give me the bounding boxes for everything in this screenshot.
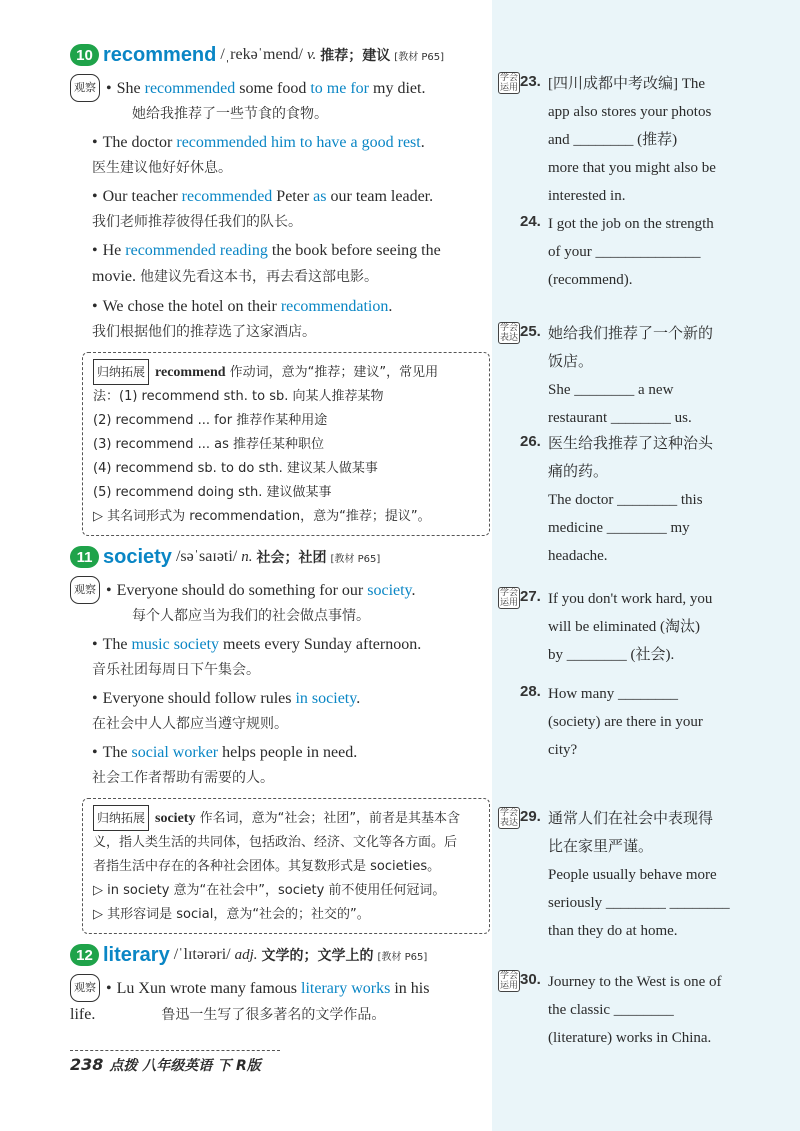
example-english: [92, 238, 490, 264]
summary-note: [82, 798, 490, 934]
example-text: helps people in need.: [218, 744, 358, 761]
exercise-text: [548, 585, 758, 669]
exercise-line: will be eliminated (淘汰): [548, 619, 701, 635]
example: [70, 238, 490, 290]
example: [70, 294, 490, 344]
note-text: (3) recommend ... as 推荐任某种职位: [93, 437, 325, 452]
note-text: 作动词，意为“推荐；建议”，常见用: [225, 365, 439, 380]
observe-label: 观察: [70, 74, 100, 102]
bullet: •: [92, 690, 98, 707]
highlight-phrase: recommended him to have a good rest: [176, 134, 421, 151]
example-english: [92, 686, 490, 712]
example-text: Peter: [272, 188, 314, 205]
exercise-line: more that you might also be: [548, 160, 716, 176]
example-text: The: [102, 744, 132, 761]
entry-header: [70, 40, 490, 70]
book-title: 点拨 八年级英语 下 R版: [109, 1058, 261, 1074]
example-chinese: 音乐社团每周日下午集会。: [92, 662, 260, 678]
exercise-line: She ________ a new: [548, 382, 674, 398]
example-chinese: 社会工作者帮助有需要的人。: [92, 770, 274, 786]
entry-number: 10: [70, 44, 99, 66]
example-text: She: [116, 80, 145, 97]
summary-note: [82, 352, 490, 536]
highlight-phrase: recommended reading: [125, 242, 268, 259]
page-number: 238: [70, 1055, 104, 1074]
exercise-line: 她给我们推荐了一个新的: [548, 326, 714, 342]
observe-label: 观察: [70, 974, 100, 1002]
example-text: Everyone should follow rules: [102, 690, 296, 707]
note-line: [93, 505, 481, 529]
example-chinese: 鲁迅一生写了很多著名的文学作品。: [161, 1007, 386, 1023]
example-english-continued: [92, 264, 490, 290]
exercise-number: 24.: [520, 213, 541, 230]
example: [70, 974, 490, 1028]
exercise-text: [548, 805, 758, 945]
headword: literary: [103, 943, 170, 966]
exercise-line: the classic ________: [548, 1002, 674, 1018]
exercise-tag: 学会运用: [499, 588, 518, 608]
textbook-source: [教材 P65]: [377, 951, 428, 963]
page-footer: [70, 1050, 280, 1075]
exercise-line: (literature) works in China.: [548, 1030, 712, 1046]
example: [70, 576, 490, 628]
phonetic: /səˈsaɪəti/: [175, 548, 238, 565]
part-of-speech: v.: [307, 46, 317, 63]
example-english: [92, 130, 490, 156]
highlight-phrase: in society: [295, 690, 357, 707]
note-text: 义，指人类生活的共同体，包括政治、经济、文化等各方面。后: [93, 835, 458, 850]
exercise-line: than they do at home.: [548, 923, 678, 939]
textbook-source: [教材 P65]: [330, 553, 381, 565]
highlight-phrase: social worker: [131, 744, 219, 761]
exercise-tag: 学会表达: [499, 323, 518, 343]
entry-header: [70, 542, 490, 572]
exercise-text: [548, 680, 758, 764]
exercise-line: app also stores your photos: [548, 104, 712, 120]
example-english: [92, 184, 490, 210]
example-text: He: [102, 242, 126, 259]
exercise-text: [548, 430, 758, 570]
bullet: •: [106, 980, 112, 997]
exercise-text: [548, 210, 758, 294]
exercise-number: 28.: [520, 683, 541, 700]
example-text: Lu Xun wrote many famous: [116, 980, 302, 997]
headword: society: [103, 545, 172, 568]
example-chinese: 他建议先看这本书，再去看这部电影。: [140, 269, 378, 285]
exercise-line: seriously ________ ________: [548, 895, 730, 911]
example-english: [92, 632, 490, 658]
entry-number: 11: [70, 546, 99, 568]
exercise-line: 通常人们在社会中表现得: [548, 811, 714, 827]
exercise-line: Journey to the West is one of: [548, 974, 722, 990]
exercise-line: How many ________: [548, 686, 678, 702]
note-label: 归纳拓展: [93, 359, 149, 385]
bullet: •: [92, 134, 98, 151]
highlight-phrase: recommended: [181, 188, 273, 205]
highlight-phrase: music society: [131, 636, 220, 653]
example-english: [92, 740, 490, 766]
exercise-line: of your ______________: [548, 244, 701, 260]
highlight-phrase: recommended: [144, 80, 236, 97]
highlight-phrase: recommendation: [280, 298, 389, 315]
example: [70, 130, 490, 180]
exercise-tag: 学会运用: [499, 971, 518, 991]
note-text: 法：(1) recommend sth. to sb. 向某人推荐某物: [93, 389, 384, 404]
example-text: The doctor: [102, 134, 177, 151]
bullet: •: [92, 188, 98, 205]
example-english-continued: [70, 1002, 490, 1028]
exercise-text: [548, 70, 758, 210]
meaning: 文学的；文学上的: [261, 948, 374, 964]
exercise-text: [548, 968, 758, 1052]
note-text: (2) recommend ... for 推荐作某种用途: [93, 413, 328, 428]
example: [70, 74, 490, 126]
example-chinese: 在社会中人人都应当遵守规则。: [92, 716, 288, 732]
exercise-line: 痛的药。: [548, 464, 609, 480]
part-of-speech: adj.: [234, 946, 258, 963]
note-text: 作名词，意为“社会；社团”，前者是其基本含: [195, 811, 461, 826]
example-text: the book before seeing the: [267, 242, 441, 259]
part-of-speech: n.: [241, 548, 253, 565]
example-text: life.: [70, 1006, 100, 1023]
note-line: [93, 903, 481, 927]
bullet: •: [92, 298, 98, 315]
note-keyword: recommend: [155, 365, 226, 380]
exercise-line: (recommend).: [548, 272, 633, 288]
example-text: some food: [235, 80, 311, 97]
note-label: 归纳拓展: [93, 805, 149, 831]
example-chinese: 每个人都应当为我们的社会做点事情。: [132, 608, 370, 624]
highlight-phrase: as: [313, 188, 327, 205]
bullet: •: [106, 582, 112, 599]
exercise-line: [四川成都中考改编] The: [548, 76, 706, 92]
note-text: (5) recommend doing sth. 建议做某事: [93, 485, 332, 500]
exercise-number: 30.: [520, 971, 541, 988]
note-line: [93, 409, 481, 433]
exercise-number: 26.: [520, 433, 541, 450]
example-chinese: 医生建议他好好休息。: [92, 160, 232, 176]
example-text: Everyone should do something for our: [116, 582, 368, 599]
exercise-line: restaurant ________ us.: [548, 410, 692, 426]
exercise-line: People usually behave more: [548, 867, 717, 883]
entry-number: 12: [70, 944, 99, 966]
note-line: [93, 481, 481, 505]
exercise-number: 27.: [520, 588, 541, 605]
exercise-line: medicine ________ my: [548, 520, 690, 536]
example-chinese: 我们根据他们的推荐选了这家酒店。: [92, 324, 316, 340]
example: [70, 632, 490, 682]
exercise-number: 29.: [520, 808, 541, 825]
exercise-number: 25.: [520, 323, 541, 340]
note-text: ▷ 其名词形式为 recommendation，意为“推荐；提议”。: [93, 509, 431, 524]
note-line: [93, 831, 481, 855]
phonetic: /ˌrekəˈmend/: [220, 46, 303, 63]
highlight-phrase: literary works: [301, 980, 391, 997]
note-keyword: society: [155, 811, 196, 826]
example: [70, 686, 490, 736]
exercise-line: interested in.: [548, 188, 626, 204]
observe-label: 观察: [70, 576, 100, 604]
bullet: •: [92, 636, 98, 653]
example-text: .: [388, 298, 393, 315]
bullet: •: [92, 242, 98, 259]
exercise-text: [548, 320, 758, 432]
example-english: [92, 294, 490, 320]
example-chinese: 她给我推荐了一些节食的食物。: [132, 106, 328, 122]
phonetic: /ˈlɪtərəri/: [173, 946, 231, 963]
exercise-tag: 学会表达: [499, 808, 518, 828]
example-text: meets every Sunday afternoon.: [219, 636, 422, 653]
note-line: [93, 805, 481, 831]
note-line: [93, 385, 481, 409]
note-text: ▷ 其形容词是 social，意为“社会的；社交的”。: [93, 907, 370, 922]
bullet: •: [92, 744, 98, 761]
note-text: 者指生活中存在的各种社会团体。其复数形式是 societies。: [93, 859, 441, 874]
exercise-line: by ________ (社会).: [548, 647, 675, 663]
example-text: Our teacher: [102, 188, 182, 205]
bullet: •: [106, 80, 112, 97]
example-text: .: [411, 582, 416, 599]
exercise-line: The doctor ________ this: [548, 492, 703, 508]
note-line: [93, 457, 481, 481]
note-line: [93, 879, 481, 903]
highlight-phrase: to me for: [310, 80, 369, 97]
example-text: The: [102, 636, 132, 653]
highlight-phrase: society: [367, 582, 412, 599]
exercise-line: I got the job on the strength: [548, 216, 714, 232]
note-line: [93, 433, 481, 457]
example-text: .: [356, 690, 361, 707]
meaning: 推荐；建议: [320, 48, 391, 64]
exercise-line: If you don't work hard, you: [548, 591, 713, 607]
exercise-line: (society) are there in your: [548, 714, 703, 730]
entry-header: [70, 940, 490, 970]
exercise-number: 23.: [520, 73, 541, 90]
note-text: (4) recommend sb. to do sth. 建议某人做某事: [93, 461, 378, 476]
example: [70, 184, 490, 234]
exercise-line: and ________ (推荐): [548, 132, 678, 148]
example: [70, 740, 490, 790]
meaning: 社会；社团: [256, 550, 327, 566]
example-text: We chose the hotel on their: [102, 298, 281, 315]
note-line: [93, 855, 481, 879]
exercise-line: city?: [548, 742, 578, 758]
headword: recommend: [103, 43, 217, 66]
example-english: [70, 74, 490, 102]
example-text: in his: [390, 980, 430, 997]
note-line: [93, 359, 481, 385]
note-text: ▷ in society 意为“在社会中”，society 前不使用任何冠词。: [93, 883, 446, 898]
example-text: movie.: [92, 268, 140, 285]
exercise-line: 比在家里严谨。: [548, 839, 654, 855]
example-english: [70, 576, 490, 604]
example-english: [70, 974, 490, 1002]
exercise-line: 饭店。: [548, 354, 594, 370]
exercise-tag: 学会运用: [499, 73, 518, 93]
exercise-line: 医生给我推荐了这种治头: [548, 436, 714, 452]
textbook-source: [教材 P65]: [394, 51, 445, 63]
example-text: .: [420, 134, 425, 151]
example-text: my diet.: [369, 80, 426, 97]
vocabulary-column: [70, 40, 490, 1028]
example-chinese: 我们老师推荐彼得任我们的队长。: [92, 214, 302, 230]
exercise-line: headache.: [548, 548, 608, 564]
example-text: our team leader.: [326, 188, 434, 205]
